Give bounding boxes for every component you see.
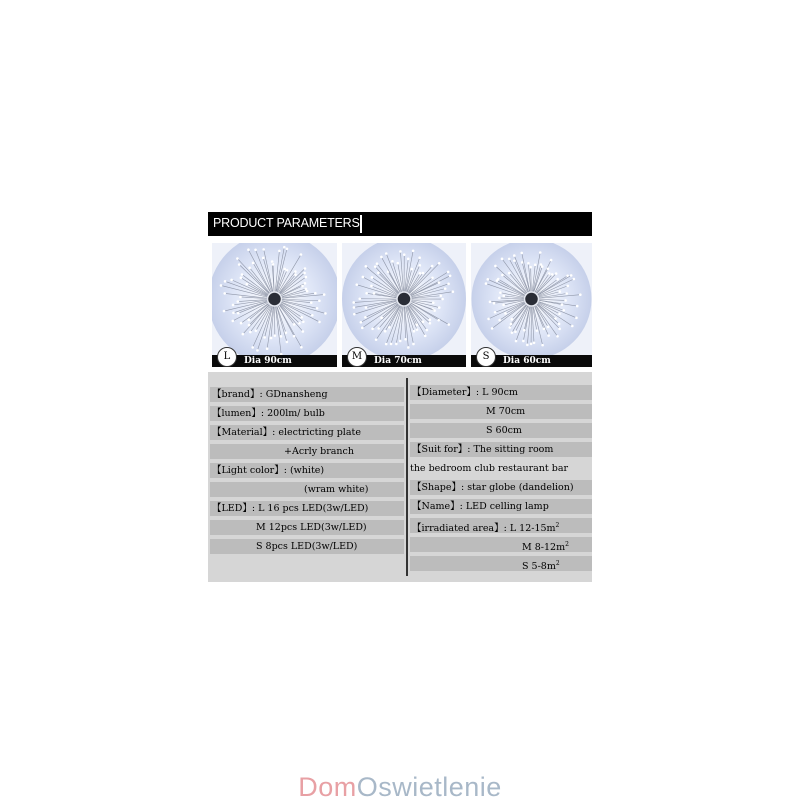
- photo-small: [471, 243, 592, 367]
- param-text: S 8pcs LED(3w/LED): [210, 539, 357, 554]
- param-text: 【LED】: L 16 pcs LED(3w/LED): [210, 501, 368, 516]
- param-row: [410, 442, 592, 457]
- caption-large: Dia 90cm: [244, 355, 292, 367]
- param-text: 【lumen】: 200lm/ bulb: [210, 406, 325, 421]
- header-divider: [360, 215, 362, 233]
- param-text: S 5-8m: [410, 559, 556, 574]
- header: [208, 212, 592, 236]
- column-divider: [406, 378, 408, 576]
- param-text: 【Shape】: star globe (dandelion): [410, 480, 574, 495]
- param-row: [210, 444, 404, 459]
- header-title: PRODUCT PARAMETERS: [213, 216, 360, 230]
- param-text: M 70cm: [410, 404, 525, 419]
- param-row: [410, 537, 592, 552]
- size-badge-small: S: [476, 347, 496, 367]
- param-text: 【Material】: electricting plate: [210, 425, 361, 440]
- param-text: S 60cm: [410, 423, 522, 438]
- param-text: 【Suit for】: The sitting room: [410, 442, 553, 457]
- param-row: [210, 539, 404, 554]
- product-parameters-panel: [208, 212, 592, 582]
- param-text: 【brand】: GDnansheng: [210, 387, 328, 402]
- watermark-logo: [0, 772, 800, 803]
- param-text: +Acrly branch: [210, 444, 354, 459]
- param-text: M 8-12m: [410, 540, 565, 555]
- param-text: the bedroom club restaurant bar: [410, 461, 568, 476]
- param-text: M 12pcs LED(3w/LED): [210, 520, 367, 535]
- parameters-table: [208, 372, 592, 582]
- param-row: [410, 385, 592, 400]
- param-text: (wram white): [210, 482, 369, 497]
- param-row: [210, 463, 404, 478]
- logo-part-dom: Dom: [298, 772, 357, 802]
- logo-part-oswietlenie: Oswietlenie: [357, 772, 502, 802]
- param-row: [210, 387, 404, 402]
- superscript: 2: [556, 560, 560, 567]
- caption-small: Dia 60cm: [503, 355, 551, 367]
- param-text: 【Name】: LED celling lamp: [410, 499, 549, 514]
- param-row: [410, 556, 592, 571]
- param-row: [410, 480, 592, 495]
- param-row: [410, 518, 592, 533]
- param-row: [410, 461, 592, 476]
- size-badge-medium: M: [347, 347, 367, 367]
- param-text: 【Diameter】: L 90cm: [410, 385, 518, 400]
- param-text: 【Light color】: (white): [210, 463, 324, 478]
- photo-large: [212, 243, 337, 367]
- photo-medium: [342, 243, 466, 367]
- param-text: 【irradiated area】: L 12-15m: [410, 521, 556, 536]
- param-row: [210, 425, 404, 440]
- caption-medium: Dia 70cm: [374, 355, 422, 367]
- size-badge-large: L: [217, 347, 237, 367]
- param-row: [210, 406, 404, 421]
- param-row: [410, 423, 592, 438]
- superscript: 2: [556, 522, 560, 529]
- param-row: [210, 482, 404, 497]
- param-row: [210, 501, 404, 516]
- param-row: [410, 499, 592, 514]
- superscript: 2: [565, 541, 569, 548]
- param-row: [210, 520, 404, 535]
- param-row: [410, 404, 592, 419]
